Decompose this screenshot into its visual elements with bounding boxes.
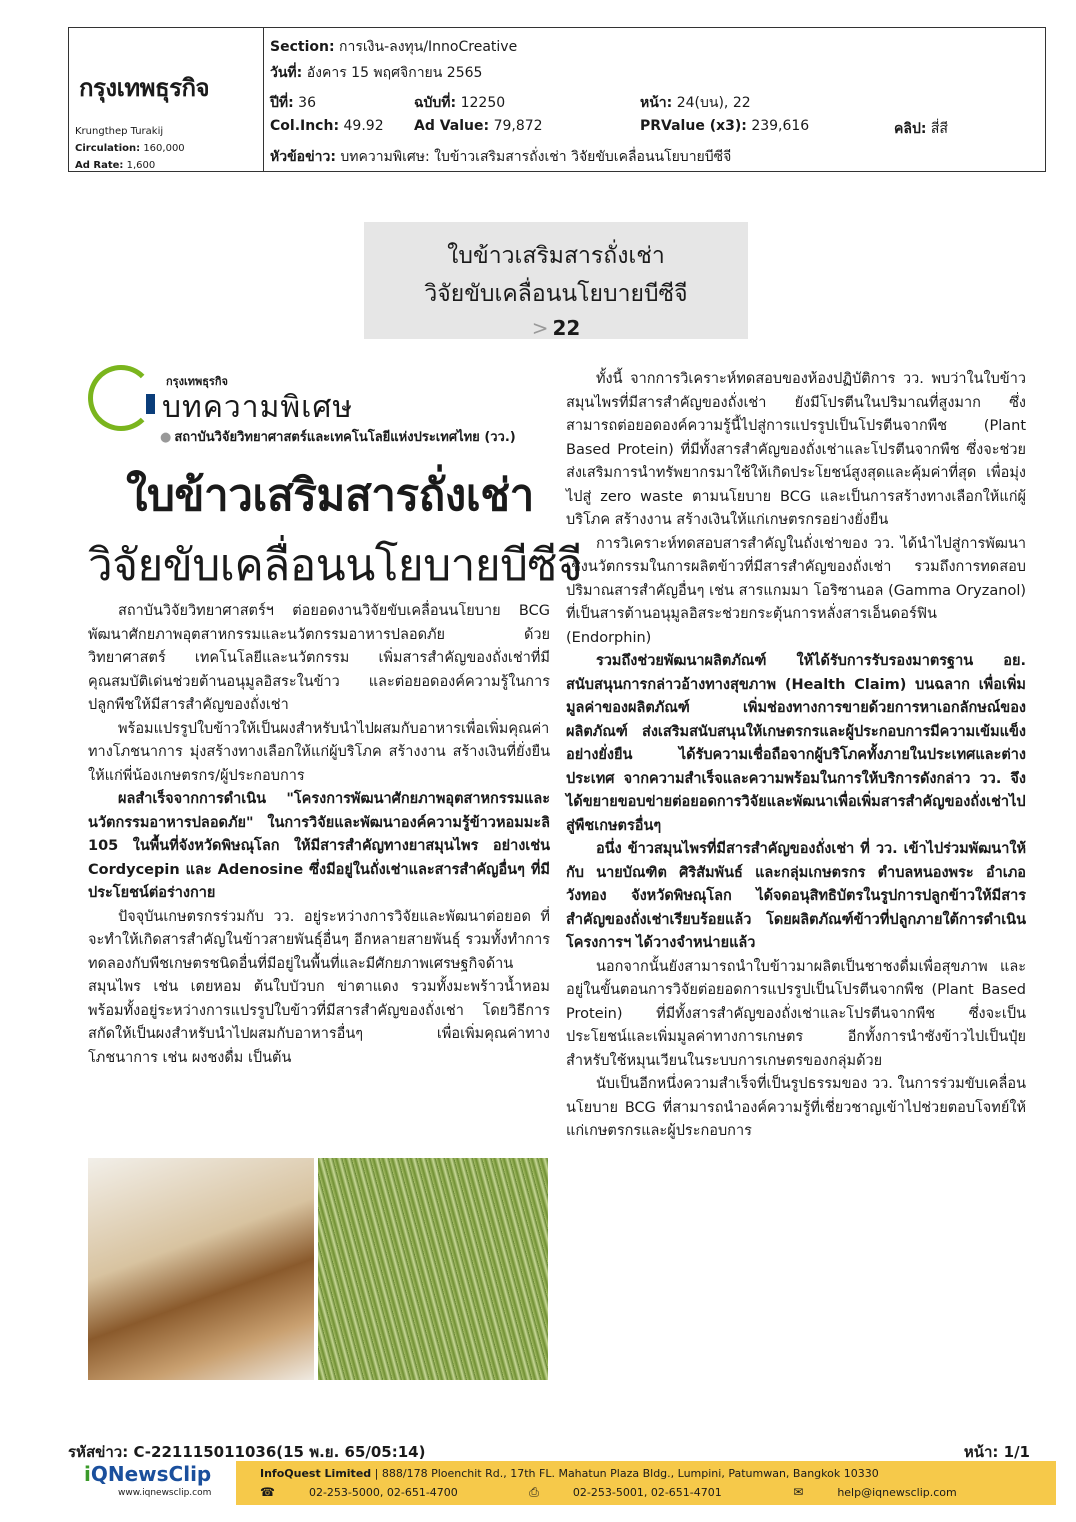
fax: ⎙ 02-253-5001, 02-651-4701	[529, 1485, 722, 1499]
publication-name: กรุงเทพธุรกิจ	[79, 74, 210, 102]
issue: ฉบับที่: 12250	[414, 95, 506, 111]
clip-meta	[264, 28, 1045, 171]
section: Section: การเงิน-ลงทุน/InnoCreative	[270, 39, 518, 55]
phone: ☎ 02-253-5000, 02-651-4700	[260, 1485, 458, 1499]
contact-line	[260, 1485, 1025, 1500]
paragraph: ผลสำเร็จจากการดำเนิน "โครงการพัฒนาศักยภาพอุตสาหกรรมและนวัตกรรมอาหารปลอดภัย" ในการวิจัยและพัฒนาองค์ความรู้ข้าวหอมมะลิ 105 ในพื้นที่จังหวัดพิษณุโลก ให้มีสารสำคัญทางยาสมุนไพร อย่างเช่น Cordycepin และ Adenosine ซึ่งมีอยู่ในถั่งเช่าและสารสำคัญอื่นๆ ที่มีประโยชน์ต่อร่างกาย	[88, 791, 550, 901]
column-ring-icon	[88, 365, 154, 431]
headline-meta: หัวข้อข่าว: บทความพิเศษ: ใบข้าวเสริมสารถั่งเช่า วิจัยขับเคลื่อนนโยบายบีซีจี	[270, 149, 732, 165]
company-address: InfoQuest Limited | 888/178 Ploenchit Rd., 17th FL. Mahatun Plaza Bldg., Lumpini, Patumwan, Bangkok 10330	[260, 1467, 879, 1480]
column-brand: กรุงเทพธุรกิจ	[166, 375, 228, 388]
pr-value: PRValue (x3): 239,616	[640, 118, 810, 134]
ref-page: > 22	[531, 316, 581, 340]
page-reference-box	[364, 222, 748, 339]
column-institute: ● สถาบันวิจัยวิทยาศาสตร์และเทคโนโลยีแห่งประเทศไทย (วว.)	[160, 430, 516, 445]
date: วันที่: อังคาร 15 พฤศจิกายน 2565	[270, 65, 483, 81]
clip-type: คลิป: สี่สี	[894, 121, 948, 137]
publication-meta	[75, 123, 185, 174]
email: ✉ help@iqnewsclip.com	[793, 1485, 957, 1499]
paragraph: สถาบันวิจัยวิทยาศาสตร์ฯ ต่อยอดงานวิจัยขับเคลื่อนนโยบาย BCG พัฒนาศักยภาพอุตสาหกรรมและนวัตกรรมอาหารปลอดภัย ด้วยวิทยาศาสตร์ เทคโนโลยีและนวัตกรรม เพิ่มสารสำคัญของถั่งเช่าที่มีคุณสมบัติเด่นช่วยต้านอนุมูลอิสระในข้าว และต่อยอดองค์ความรู้ในการปลูกพืชให้มีสารสำคัญของถั่งเช่า	[88, 603, 550, 713]
page-ref: หน้า: 24(บน), 22	[640, 95, 751, 111]
ref-line-1: ใบข้าวเสริมสารถั่งเช่า	[447, 243, 665, 269]
news-id: รหัสข่าว: C-221115011036(15 พ.ย. 65/05:14)	[68, 1443, 426, 1461]
clip-header	[68, 27, 1046, 172]
paragraph: การวิเคราะห์ทดสอบสารสำคัญในถั่งเช่าของ วว. ได้นำไปสู่การพัฒนาเชิงนวัตกรรมในการผลิตข้าวที่มีสารสำคัญของถั่งเช่า รวมถึงการทดสอบปริมาณสารสำคัญอื่นๆ เช่น สารแกมมา โอริซานอล (Gamma Oryzanol) ที่เป็นสารต้านอนุมูลอิสระช่วยกระตุ้นการหลั่งสารเอ็นดอร์ฟิน (Endorphin)	[566, 535, 1026, 646]
footer-url: www.iqnewsclip.com	[118, 1488, 212, 1498]
paragraph: ทั้งนี้ จากการวิเคราะห์ทดสอบของห้องปฏิบัติการ วว. พบว่าในใบข้าวสมุนไพรที่มีสารสำคัญของถั่งเช่า ยังมีโปรตีนในปริมาณที่สูงมาก ซึ่งสามารถต่อยอดองค์ความรู้นี้ไปสู่การแปรรูปเป็นโปรตีนจากพืช (Plant Based Protein) ที่มีทั้งสารสำคัญของถั่งเช่าและโปรตีนจากพืช ซึ่งจะช่วยส่งเสริมการนำทรัพยากรมาใช้ให้เกิดประโยชน์สูงสุดและคุ้มค่าที่สุด เพื่อมุ่งไปสู่ zero waste ตามนโยบาย BCG และเป็นการสร้างทางเลือกให้แก่ผู้บริโภค สร้างงาน สร้างเงินให้แก่เกษตรกรอย่างยั่งยืน	[566, 371, 1026, 528]
ad-value: Ad Value: 79,872	[414, 118, 543, 134]
ref-line-2: วิจัยขับเคลื่อนนโยบายบีซีจี	[424, 281, 688, 307]
article-right-column	[566, 368, 1026, 1144]
cordyceps-photo	[88, 1158, 314, 1380]
fax-icon: ⎙	[529, 1485, 539, 1499]
paragraph: นอกจากนั้นยังสามารถนำใบข้าวมาผลิตเป็นชาชงดื่มเพื่อสุขภาพ และอยู่ในขั้นตอนการวิจัยต่อยอดการแปรรูปเป็นโปรตีนจากพืช (Plant Based Protein) ที่มีทั้งสารสำคัญของถั่งเช่าและโปรตีนจากพืช ซึ่งจะเป็นประโยชน์และเพิ่มมูลค่าทางการเกษตร อีกทั้งการนำซังข้าวไปเป็นปุ๋ยสำหรับใช้หมุนเวียนในระบบการเกษตรของกลุ่มด้วย	[566, 958, 1026, 1069]
publication-block	[69, 28, 264, 171]
year: ปีที่: 36	[270, 95, 316, 111]
bullet-icon: ●	[160, 430, 172, 445]
article-left-column	[88, 600, 550, 1070]
phone-icon: ☎	[260, 1485, 275, 1499]
paragraph: นับเป็นอีกหนึ่งความสำเร็จที่เป็นรูปธรรมของ วว. ในการร่วมขับเคลื่อนนโยบาย BCG ที่สามารถนำองค์ความรู้ที่เชี่ยวชาญเข้าไปช่วยตอบโจทย์ให้แก่เกษตรกรและผู้ประกอบการ	[566, 1076, 1026, 1139]
article-title-line-1: ใบข้าวเสริมสารถั่งเช่า	[126, 470, 534, 521]
column-name: บทความพิเศษ	[162, 390, 354, 425]
col-inch: Col.Inch: 49.92	[270, 118, 384, 134]
arrow-icon: >	[531, 316, 549, 340]
paragraph: ปัจจุบันเกษตรกรร่วมกับ วว. อยู่ระหว่างการวิจัยและพัฒนาต่อยอด ที่จะทำให้เกิดสารสำคัญในข้าวสายพันธุ์อื่นๆ อีกหลายสายพันธุ์ รวมทั้งทำการทดลองกับพืชเกษตรชนิดอื่นที่มีอยู่ในพื้นที่และมีศักยภาพเศรษฐกิจด้านสมุนไพร เช่น เตยหอม ต้นใบบัวบก ข่าตาแดง รวมทั้งมะพร้าวน้ำหอม พร้อมทั้งอยู่ระหว่างการแปรรูปใบข้าวที่มีสารสำคัญของถั่งเช่า โดยวิธีการสกัดให้เป็นผงสำหรับนำไปผสมกับอาหารอื่นๆ เพื่อเพิ่มคุณค่าทางโภชนาการ เช่น ผงชงดื่ม เป็นต้น	[88, 908, 550, 1066]
paragraph: อนึ่ง ข้าวสมุนไพรที่มีสารสำคัญของถั่งเช่า ที่ วว. เข้าไปร่วมพัฒนาให้กับ นายบัณฑิต ศิริสัมพันธ์ และกลุ่มเกษตรกร ตำบลหนองพระ อำเภอวังทอง จังหวัดพิษณุโลก ได้จดอนุสิทธิบัตรในรูปการปลูกข้าวให้มีสารสำคัญของถั่งเช่าเรียบร้อยแล้ว โดยผลิตภัณฑ์ข้าวที่ปลูกภายใต้การดำเนินโครงการฯ ได้วางจำหน่ายแล้ว	[566, 841, 1026, 951]
footer-contact-bar	[236, 1461, 1056, 1505]
article-title-line-2: วิจัยขับเคลื่อนนโยบายบีซีจี	[88, 540, 583, 591]
rice-leaves-photo	[318, 1158, 548, 1380]
paragraph: พร้อมแปรรูปใบข้าวให้เป็นผงสำหรับนำไปผสมกับอาหารเพื่อเพิ่มคุณค่าทางโภชนาการ มุ่งสร้างทางเลือกให้แก่ผู้บริโภค สร้างงาน สร้างเงินที่ยั่งยืนให้แก่พี่น้องเกษตรกร/ผู้ประกอบการ	[88, 720, 550, 784]
page-count: หน้า: 1/1	[963, 1443, 1030, 1461]
publication-name-en: Krungthep Turakij	[75, 126, 164, 137]
mail-icon: ✉	[793, 1485, 804, 1499]
ad-rate: Ad Rate: 1,600	[75, 160, 156, 171]
paragraph: รวมถึงช่วยพัฒนาผลิตภัณฑ์ ให้ได้รับการรับรองมาตรฐาน อย. สนับสนุนการกล่าวอ้างทางสุขภาพ (Health Claim) บนฉลาก เพื่อเพิ่มมูลค่าของผลิตภัณฑ์ เพิ่มช่องทางการขายด้วยการหาเอกลักษณ์ของผลิตภัณฑ์ ส่งเสริมสนับสนุนให้เกษตรกรและผู้ประกอบการมีความเข้มแข็งอย่างยั่งยืน ได้รับความเชื่อถือจากผู้บริโภคทั้งภายในประเทศและต่างประเทศ จากความสำเร็จและความพร้อมในการให้บริการดังกล่าว วว. จึงได้ขยายขอบข่ายต่อยอดการวิจัยและพัฒนาเพื่อเพิ่มสารสำคัญของถั่งเช่าไปสู่พืชเกษตรอื่นๆ	[566, 653, 1026, 834]
circulation: Circulation: 160,000	[75, 143, 185, 154]
iqnewsclip-logo: iQNewsClip	[84, 1462, 212, 1486]
column-bar-icon	[146, 394, 155, 414]
